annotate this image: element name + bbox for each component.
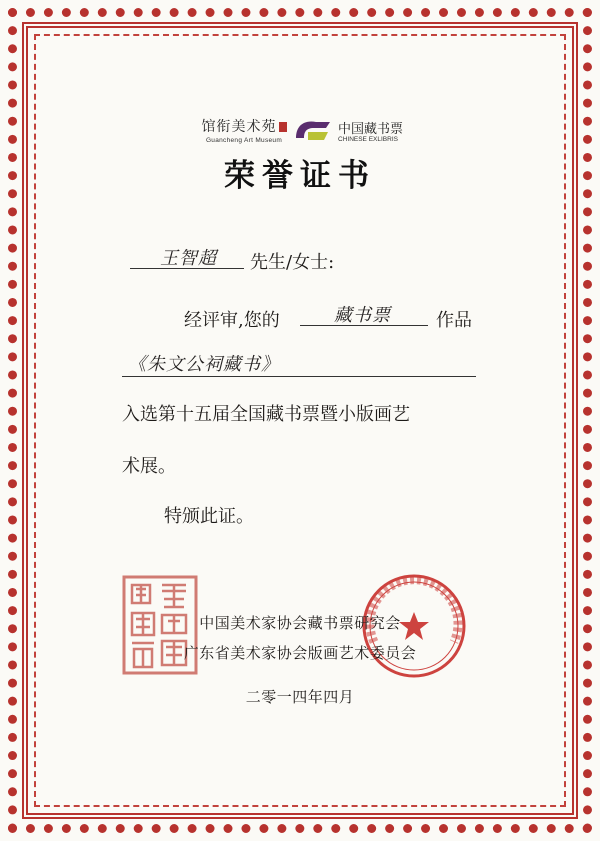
work-category: 藏书票 — [334, 305, 391, 326]
issuer-org-1: 中国美术家协会藏书票研究会 — [199, 614, 401, 632]
work-title-underline — [122, 376, 476, 377]
body-line-1: 入选第十五届全国藏书票暨小版画艺 — [122, 404, 410, 425]
review-prefix: 经评审,您的 — [184, 310, 280, 331]
recipient-name: 王智超 — [160, 248, 217, 269]
certificate-title: 荣誉证书 — [224, 158, 376, 194]
exlibris-logo-english: CHINESE EXLIBRIS — [338, 136, 398, 143]
museum-logo — [196, 116, 292, 144]
museum-logo-name: 馆衔美术苑 — [201, 119, 277, 135]
exlibris-logo-name: 中国藏书票 — [338, 122, 404, 137]
small-seal-icon — [279, 122, 287, 132]
issue-date: 二零一四年四月 — [245, 688, 355, 706]
work-suffix: 作品 — [436, 310, 472, 331]
body-line-2: 术展。 — [122, 456, 176, 477]
closing-text: 特颁此证。 — [164, 506, 254, 527]
exlibris-logo — [292, 114, 412, 148]
museum-logo-english: Guancheng Art Museum — [205, 137, 283, 144]
exlibris-emblem-icon — [292, 116, 334, 144]
work-title: 《朱文公祠藏书》 — [128, 354, 280, 375]
salutation: 先生/女士: — [250, 252, 335, 273]
issuer-org-2: 广东省美术家协会版画艺术委员会 — [183, 644, 417, 662]
header-logos — [0, 112, 600, 152]
